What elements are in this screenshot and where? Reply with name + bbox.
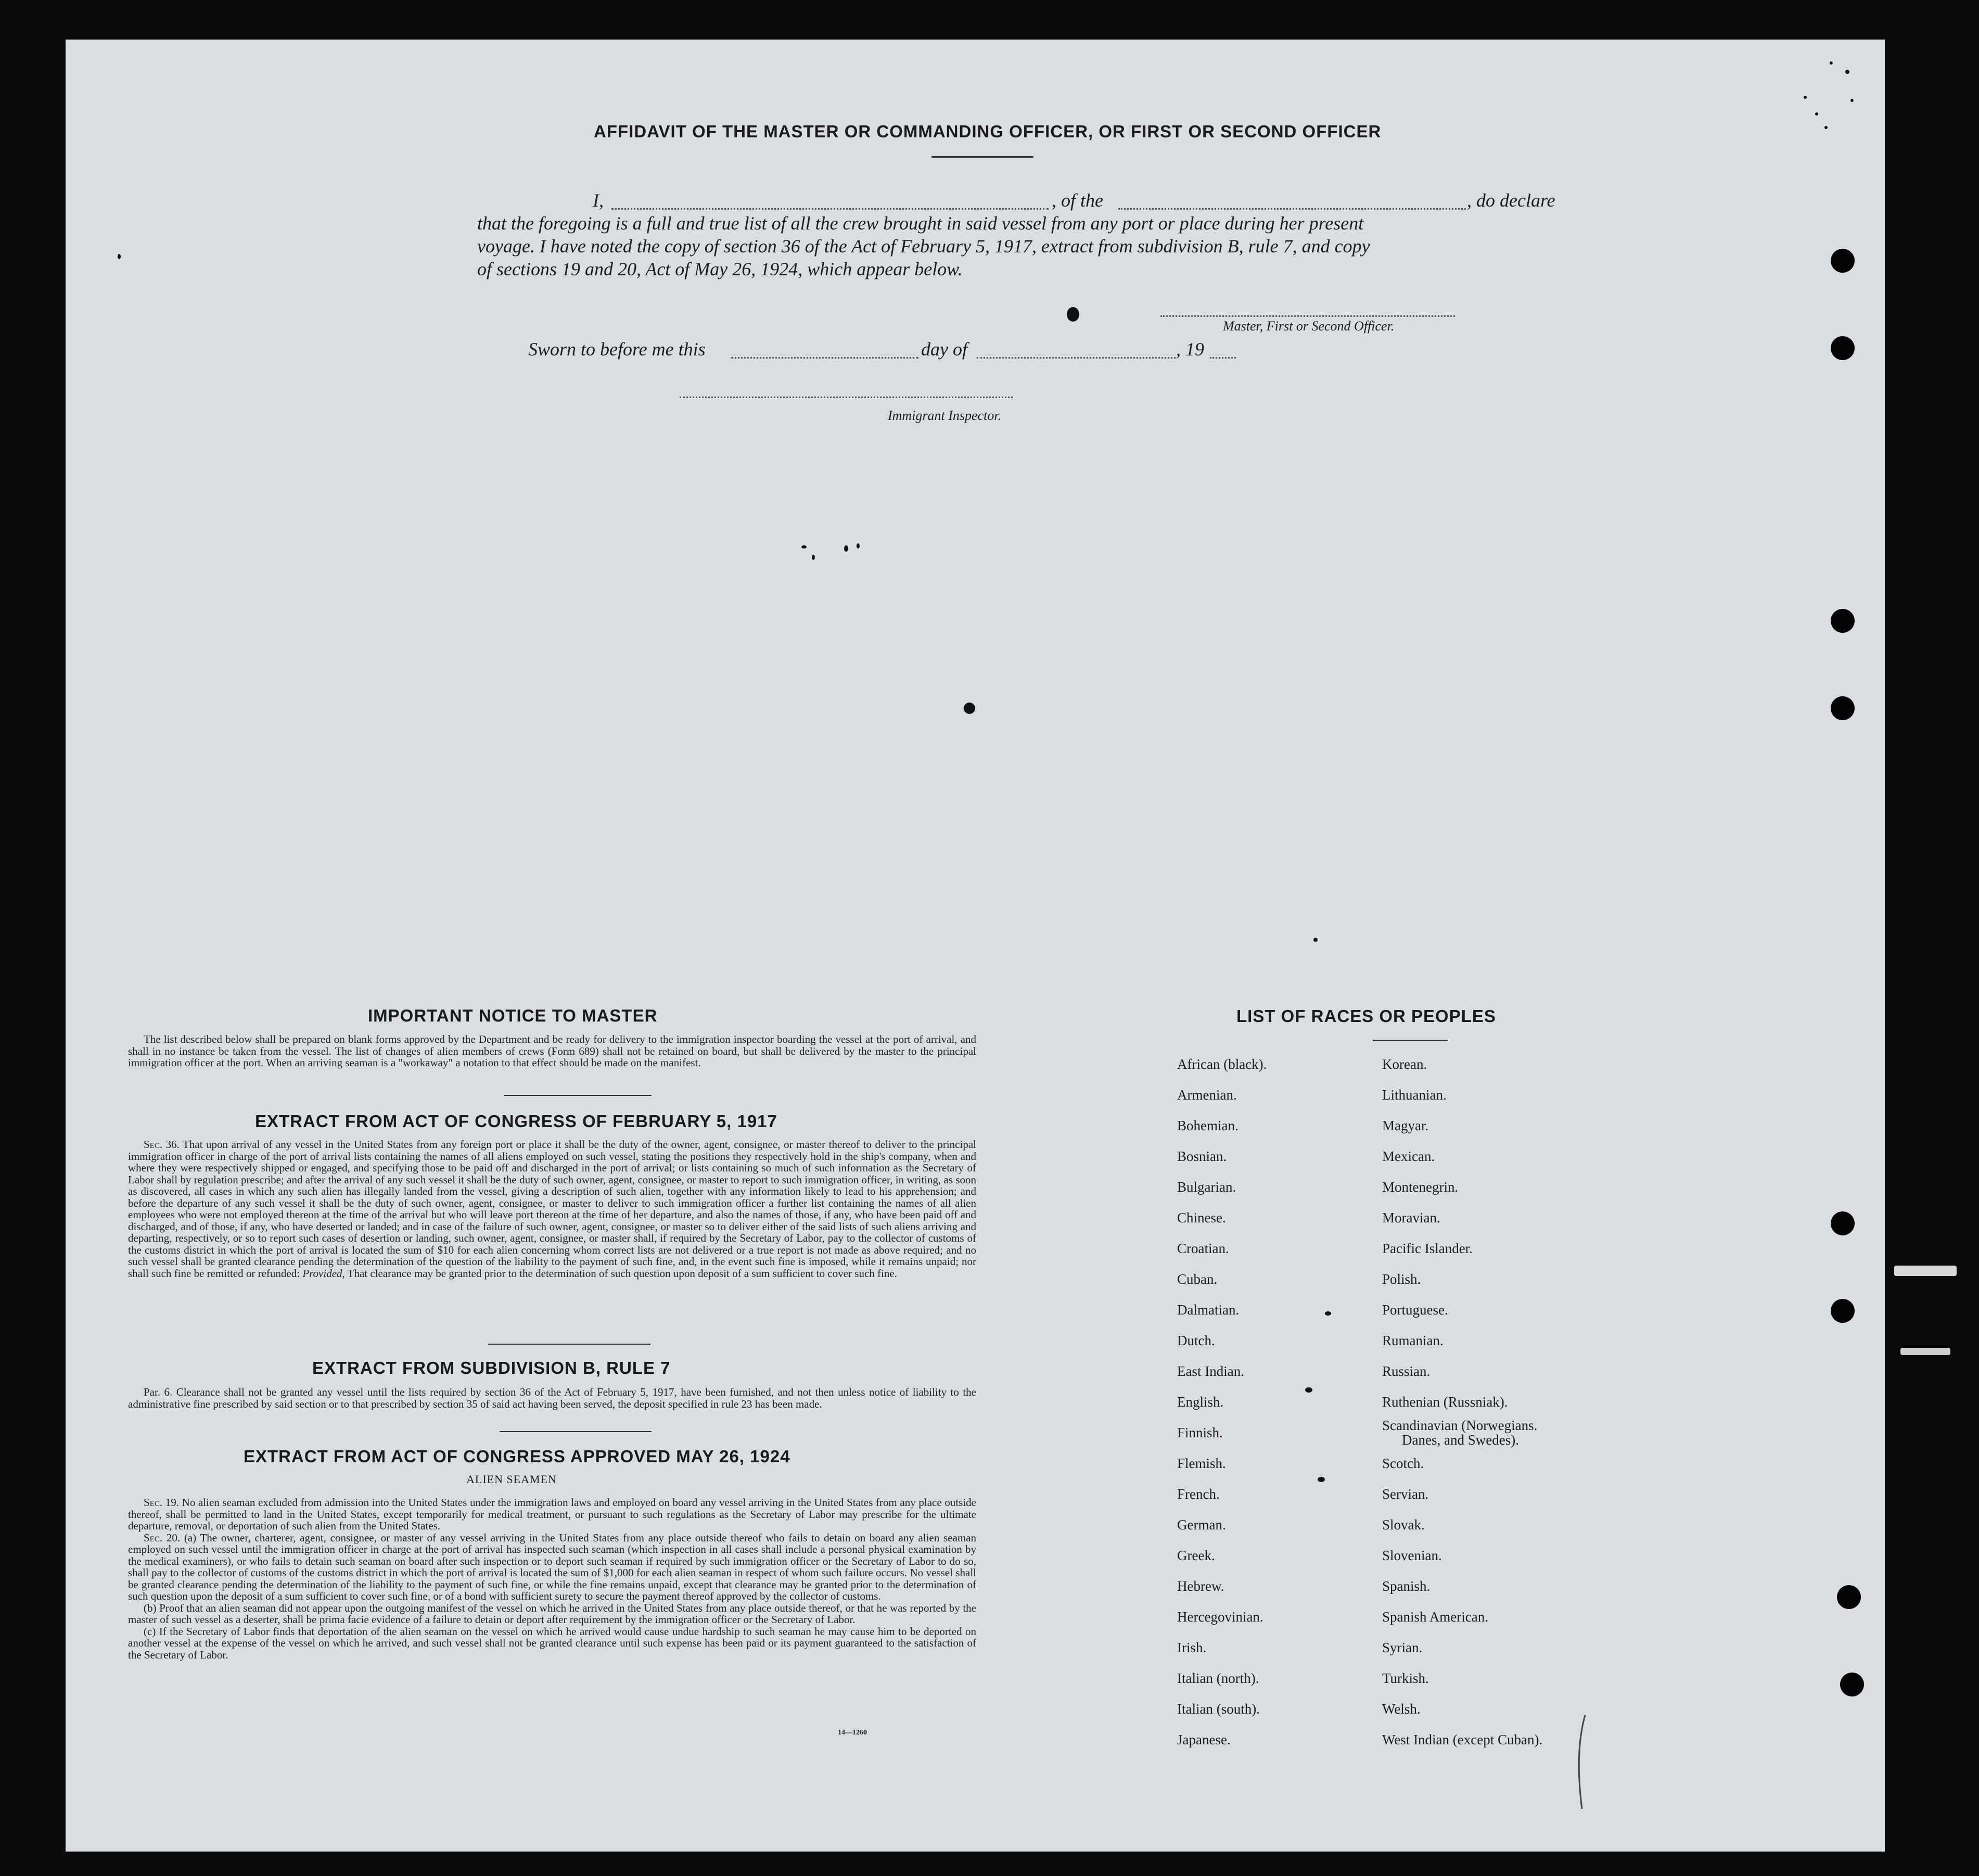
race-item: Finnish. [1177, 1425, 1223, 1440]
rule7-title: EXTRACT FROM SUBDIVISION B, RULE 7 [312, 1358, 671, 1377]
year-blank [1210, 357, 1236, 359]
notice-body [128, 1033, 976, 1069]
inspector-caption: Immigrant Inspector. [888, 408, 1002, 423]
race-item: Hercegovinian. [1177, 1609, 1263, 1625]
binder-hole [1831, 609, 1855, 633]
ink-spot [1313, 938, 1318, 942]
ink-spot [812, 555, 815, 560]
race-item: Montenegrin. [1382, 1179, 1459, 1195]
race-item: Slovak. [1382, 1517, 1425, 1533]
proviso-text: That clearance may be granted prior to the determination of such question upon deposit of a sum sufficient to cover such fine. [347, 1267, 897, 1280]
ink-spot [844, 545, 848, 552]
day-of-label: day of [921, 339, 967, 360]
race-item: West Indian (except Cuban). [1382, 1732, 1543, 1747]
race-item: Slovenian. [1382, 1548, 1442, 1563]
race-item: Magyar. [1382, 1118, 1429, 1133]
proviso-label: Provided, [302, 1267, 345, 1280]
race-item: Dutch. [1177, 1333, 1215, 1348]
ink-spot [857, 543, 860, 548]
binder-hole [1831, 336, 1855, 360]
race-item: Turkish. [1382, 1670, 1429, 1686]
ink-spot [964, 703, 975, 714]
race-item: Ruthenian (Russniak). [1382, 1394, 1508, 1410]
affidavit-line3: voyage. I have noted the copy of section 36 of the Act of February 5, 1917, extract from subdivision B, rule 7, and copy [477, 236, 1370, 257]
divider-1 [504, 1095, 652, 1096]
sec-19-text: No alien seaman excluded from admission into the United States under the immigration laws and employed on board any vessel arriving in the United States from any place outside thereof, shall be permitted to land in the United States, except temporarily for medical treatment, or pursuant to such regulations as the Secretary of Labor may prescribe for the ultimate departure, removal, or deportation of such alien from the United States. [128, 1496, 976, 1532]
race-item: Portuguese. [1382, 1302, 1448, 1318]
vessel-blank [1118, 208, 1466, 210]
race-item: Chinese. [1177, 1210, 1226, 1226]
race-item: East Indian. [1177, 1363, 1244, 1379]
race-item: Irish. [1177, 1640, 1207, 1655]
race-item: Bohemian. [1177, 1118, 1239, 1133]
declare-label: , do declare [1467, 190, 1555, 211]
ink-spot [1325, 1311, 1331, 1316]
race-item: Mexican. [1382, 1148, 1435, 1164]
race-item: African (black). [1177, 1056, 1267, 1072]
races-title: LIST OF RACES OR PEOPLES [1236, 1006, 1496, 1026]
race-item: Korean. [1382, 1056, 1427, 1072]
ink-spot [1830, 61, 1833, 65]
day-blank [731, 357, 918, 359]
sec-19-label: Sec. 19. [144, 1496, 179, 1509]
race-item: Servian. [1382, 1486, 1429, 1502]
ink-spot [1850, 99, 1854, 102]
race-item: Scandinavian (Norwegians. [1382, 1418, 1538, 1433]
master-signature-line [1160, 315, 1455, 317]
race-item: Italian (south). [1177, 1701, 1260, 1717]
document-sheet [66, 40, 1885, 1852]
race-item: English. [1177, 1394, 1224, 1410]
race-item: Japanese. [1177, 1732, 1231, 1747]
inspector-signature-line [680, 397, 1013, 398]
extract-1917-body [128, 1139, 976, 1279]
sec-20b-text: (b) Proof that an alien seaman did not appear upon the outgoing manifest of the vessel on which he arrived in the United States from any place outside thereof, or that he was reported by the master of such vessel as a deserter, shall be prima facie evidence of a failure to detain or deport after requirement by the immigration officer or the Secretary of Labor. [128, 1601, 976, 1626]
race-item-continued: Danes, and Swedes). [1402, 1432, 1519, 1448]
ink-spot [1845, 70, 1849, 74]
race-item: Moravian. [1382, 1210, 1440, 1226]
extract-1924-body [128, 1497, 976, 1661]
race-item: Cuban. [1177, 1271, 1218, 1287]
ink-spot [1067, 307, 1079, 322]
master-caption: Master, First or Second Officer. [1223, 318, 1395, 334]
race-item: Pacific Islander. [1382, 1241, 1473, 1256]
notice-title: IMPORTANT NOTICE TO MASTER [368, 1006, 658, 1025]
ink-spot [118, 254, 121, 259]
race-item: French. [1177, 1486, 1220, 1502]
binder-hole [1837, 1585, 1861, 1609]
affidavit-title: AFFIDAVIT OF THE MASTER OR COMMANDING OFFICER, OR FIRST OR SECOND OFFICER [594, 122, 1382, 141]
extract-1917-title: EXTRACT FROM ACT OF CONGRESS OF FEBRUARY 5, 1917 [255, 1112, 777, 1131]
race-item: Rumanian. [1382, 1333, 1444, 1348]
form-number: 14—1260 [838, 1729, 867, 1737]
race-item: Polish. [1382, 1271, 1421, 1287]
sec-36-label: Sec. 36. [144, 1138, 180, 1151]
race-item: Flemish. [1177, 1456, 1226, 1471]
pencil-mark [1564, 1710, 1595, 1814]
rule7-body [128, 1386, 976, 1410]
month-blank [977, 357, 1176, 359]
name-blank [611, 208, 1049, 210]
rule7-paragraph: Par. 6. Clearance shall not be granted any vessel until the lists required by section 36 of the Act of February 5, 1917, have been furnished, and not then unless notice of liability to the administrative fine prescribed by said section or to that prescribed by section 35 of said act having been served, the deposit specified in rule 23 has been made. [128, 1386, 976, 1410]
binder-hole [1831, 696, 1855, 720]
of-the-label: , of the [1052, 190, 1103, 211]
affidavit-line1 [526, 189, 1556, 212]
race-item: Armenian. [1177, 1087, 1237, 1103]
ink-spot [1815, 112, 1818, 116]
affidavit-line2: that the foregoing is a full and true list of all the crew brought in said vessel from any port or place during her present [477, 213, 1364, 234]
notice-paragraph: The list described below shall be prepared on blank forms approved by the Department and be ready for delivery to the immigration inspector boarding the vessel at the port of arrival, and shall in no instance be taken from the vessel. The list of changes of alien members of crews (Form 689) shall not be retained on board, but shall be delivered by the master to the principal immigration officer at the port. When an arriving seaman is a "workaway" a notation to that effect should be made on the manifest. [128, 1033, 976, 1069]
sec-20-label: Sec. 20. [144, 1531, 181, 1544]
race-item: Spanish. [1382, 1578, 1431, 1594]
affidavit-title-rule [931, 156, 1033, 158]
ink-spot [1804, 96, 1807, 99]
race-item: Italian (north). [1177, 1670, 1259, 1686]
race-item: Greek. [1177, 1548, 1215, 1563]
sworn-label: Sworn to before me this [528, 339, 706, 360]
binder-hole [1831, 1299, 1855, 1323]
race-item: Scotch. [1382, 1456, 1424, 1471]
sec-20a-text: (a) The owner, charterer, agent, consignee, or master of any vessel arriving in the United States from any place outside thereof who fails to detain on board any alien seaman employed on such vessel until the immigration officer in charge at the port of arrival has inspected such seaman (which inspection in all cases shall include a personal physical examination by the medical examiners), or who fails to detain such seaman on board after such inspection or to deport such seaman if required by such immigration officer or the Secretary of Labor to do so, shall pay to the collector of customs of the customs district in which the port of arrival is located the sum of $1,000 for each alien seaman in respect of whom such failure occurs. No vessel shall be granted clearance pending the determination of the liability to the payment of such fine, or while the fine remains unpaid, except that clearance may be granted prior to the determination of such question upon the deposit of a sum sufficient to cover such fine, or of a bond with sufficient surety to secure the payment thereof approved by the collector of customs. [128, 1531, 977, 1602]
paper-fragment [1900, 1348, 1950, 1355]
race-item: Croatian. [1177, 1241, 1229, 1256]
race-item: Russian. [1382, 1363, 1431, 1379]
ink-spot [1824, 126, 1828, 129]
race-item: Welsh. [1382, 1701, 1421, 1717]
race-item: Syrian. [1382, 1640, 1423, 1655]
sec-20c-text: (c) If the Secretary of Labor finds that deportation of the alien seaman on the vessel on which he arrived would cause undue hardship to such seaman he may cause him to be deported on another vessel at the expense of the vessel on which he arrived, and such vessel shall not be granted clearance until such expense has been paid or its payment guaranteed to the satisfaction of the Secretary of Labor. [128, 1625, 976, 1661]
race-item: Hebrew. [1177, 1578, 1224, 1594]
alien-seamen-subtitle: ALIEN SEAMEN [466, 1473, 557, 1486]
ink-spot [801, 545, 807, 548]
extract-1924-title: EXTRACT FROM ACT OF CONGRESS APPROVED MAY 26, 1924 [244, 1447, 790, 1466]
binder-hole [1840, 1673, 1864, 1696]
race-item: Lithuanian. [1382, 1087, 1447, 1103]
races-title-rule [1373, 1040, 1448, 1041]
i-label: I, [593, 190, 604, 211]
paper-fragment [1894, 1266, 1957, 1276]
binder-hole [1831, 1211, 1855, 1235]
binder-hole [1831, 249, 1855, 273]
race-item: Bosnian. [1177, 1148, 1227, 1164]
ink-spot [1305, 1387, 1312, 1393]
race-item: Bulgarian. [1177, 1179, 1236, 1195]
race-item: German. [1177, 1517, 1226, 1533]
ink-spot [1318, 1477, 1325, 1482]
race-item: Spanish American. [1382, 1609, 1488, 1625]
year-label: , 19 [1176, 339, 1204, 360]
sec-36-text: That upon arrival of any vessel in the United States from any foreign port or place it shall be the duty of the owner, agent, consignee, or master thereof to deliver to the principal immigration officer in charge of the port of arrival lists containing the names of all aliens employed on such vessel, stating the positions they respectively hold in the ship's company, when and where they were respectively shipped or engaged, and specifying those to be paid off and discharged in the port of arrival; or lists containing so much of such information as the Secretary of Labor shall by regulation prescribe; and after the arrival of any such vessel it shall be the duty of such owner, agent, consignee, or master to report to such immigration officer, in writing, as soon as discovered, all cases in which any such alien has illegally landed from the vessel, giving a description of such alien, together with any information likely to lead to his apprehension; and before the departure of any such vessel it shall be the duty of such owner, agent, consignee, or master to deliver to such immigration officer a further list containing the names of all alien employees who were not employed thereon at the time of the arrival but who will leave port thereon at the time of her departure, and also the names of those, if any, who have been paid off and discharged, and of those, if any, who have deserted or landed; and in case of the failure of such owner, agent, consignee, or master so to deliver either of the said lists of such aliens arriving and departing, respectively, or so to report such cases of desertion or landing, such owner, agent, consignee, or master shall, if required by the Secretary of Labor, pay to the collector of customs of the customs district in which the port of arrival is located the sum of $10 for each alien concerning whom correct lists are not delivered or a true report is not made as above required; and no such vessel shall be granted clearance pending the determination of the question of the liability to the payment of such fine, and, in the event such fine is imposed, while it remains unpaid; nor shall such fine be remitted or refunded: [128, 1138, 976, 1280]
sworn-line [528, 338, 1361, 361]
divider-3 [500, 1431, 652, 1432]
divider-2 [488, 1344, 650, 1345]
affidavit-line4: of sections 19 and 20, Act of May 26, 1924, which appear below. [477, 259, 963, 279]
race-item: Dalmatian. [1177, 1302, 1240, 1318]
